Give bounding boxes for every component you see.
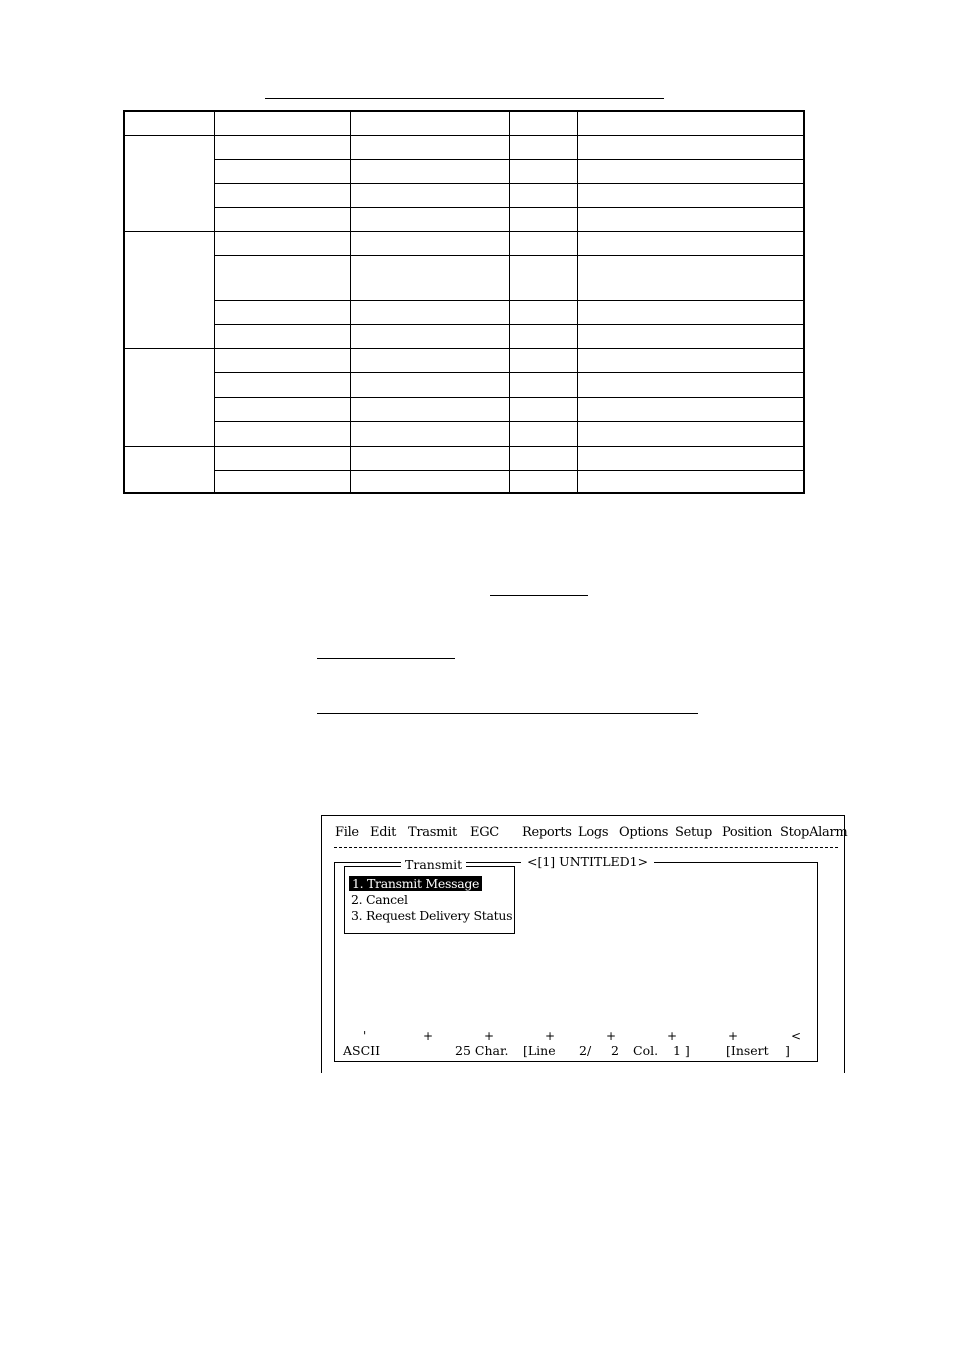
ruler-mark: +	[667, 1029, 678, 1043]
table-subrow-divider	[214, 255, 803, 256]
table-subrow-divider	[214, 324, 803, 325]
table-row-divider	[125, 135, 803, 136]
option-transmit-message[interactable]: 1. Transmit Message	[349, 876, 482, 891]
menu-stop-alarm[interactable]: StopAlarm	[780, 825, 848, 840]
table-subrow-divider	[214, 300, 803, 301]
status-line-label: [Line	[523, 1043, 556, 1058]
text-underline	[490, 595, 588, 596]
table-subrow-divider	[214, 159, 803, 160]
status-char-count: 25 Char.	[455, 1043, 509, 1058]
text-underline	[317, 713, 698, 714]
text-underline	[317, 658, 455, 659]
table-col-divider	[509, 112, 510, 492]
menu-separator	[334, 847, 838, 848]
data-table	[123, 110, 805, 494]
ruler-mark: +	[423, 1029, 434, 1043]
status-line-current: 2/	[579, 1043, 592, 1058]
menu-options[interactable]: Options	[619, 825, 669, 840]
status-col-value: 1 ]	[673, 1043, 690, 1058]
menu-egc[interactable]: EGC	[470, 825, 499, 840]
ruler-mark: +	[606, 1029, 617, 1043]
ruler-mark: '	[363, 1029, 367, 1043]
status-mode: [Insert	[726, 1043, 769, 1058]
table-col-divider	[577, 112, 578, 492]
table-subrow-divider	[214, 207, 803, 208]
ruler-mark: <	[791, 1029, 802, 1043]
menu-reports[interactable]: Reports	[522, 825, 572, 840]
option-cancel[interactable]: 2. Cancel	[351, 892, 408, 907]
popup-title: Transmit	[401, 857, 466, 872]
option-request-delivery-status[interactable]: 3. Request Delivery Status	[351, 908, 513, 923]
editor-window[interactable]	[334, 854, 818, 1062]
status-encoding: ASCII	[343, 1043, 381, 1058]
ruler-mark: +	[484, 1029, 495, 1043]
table-row-divider	[125, 348, 803, 349]
table-row-divider	[125, 231, 803, 232]
editor-title: <[1] UNTITLED1>	[521, 854, 654, 869]
status-col-label: Col.	[633, 1043, 659, 1058]
menu-file[interactable]: File	[335, 825, 359, 840]
menu-setup[interactable]: Setup	[675, 825, 713, 840]
ruler-mark: +	[545, 1029, 556, 1043]
table-col-divider	[214, 112, 215, 492]
menu-logs[interactable]: Logs	[578, 825, 609, 840]
table-subrow-divider	[214, 397, 803, 398]
status-mode-close: ]	[785, 1043, 790, 1058]
status-line-total: 2	[611, 1043, 619, 1058]
table-subrow-divider	[214, 183, 803, 184]
table-col-divider	[350, 112, 351, 492]
terminal-screen	[321, 815, 848, 1073]
table-caption-rule	[265, 98, 664, 99]
ruler-mark: +	[728, 1029, 739, 1043]
status-bar	[343, 1043, 807, 1059]
table-row-divider	[125, 446, 803, 447]
menu-transmit[interactable]: Trasmit	[408, 825, 457, 840]
table-subrow-divider	[214, 470, 803, 471]
transmit-popup	[344, 857, 515, 934]
menu-position[interactable]: Position	[722, 825, 773, 840]
table-subrow-divider	[214, 421, 803, 422]
table-subrow-divider	[214, 372, 803, 373]
menu-edit[interactable]: Edit	[370, 825, 396, 840]
